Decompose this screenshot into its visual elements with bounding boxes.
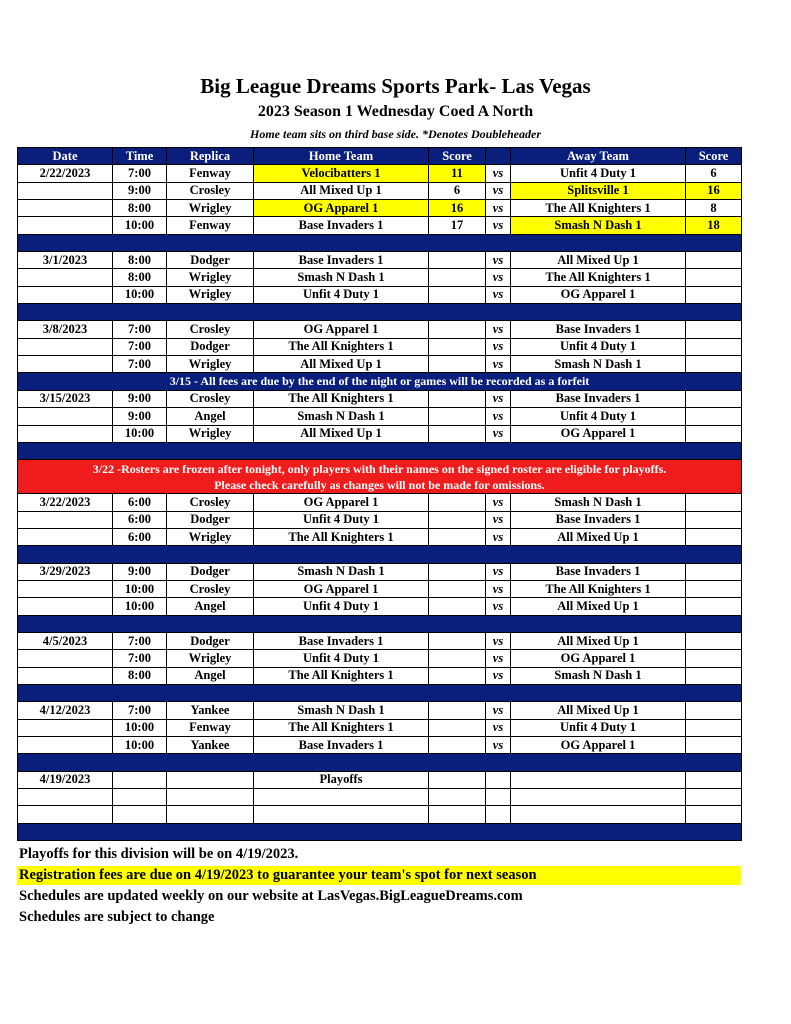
col-header-time: Time: [113, 148, 167, 165]
away-score: [686, 632, 742, 649]
game-row: [18, 494, 742, 511]
separator-bar: [18, 684, 742, 701]
vs-label: vs: [486, 217, 511, 234]
game-time: 7:00: [113, 165, 167, 182]
home-score: 6: [429, 182, 486, 199]
game-field: Crosley: [167, 494, 254, 511]
game-time: 7:00: [113, 321, 167, 338]
away-team: Base Invaders 1: [511, 390, 686, 407]
home-team: OG Apparel 1: [254, 494, 429, 511]
blank-row: [18, 806, 742, 823]
game-date: [18, 356, 113, 373]
roster-notice: [18, 460, 742, 494]
game-row: [18, 702, 742, 719]
game-date: [18, 269, 113, 286]
game-time: 10:00: [113, 580, 167, 597]
game-date: 3/8/2023: [18, 321, 113, 338]
game-date: 4/12/2023: [18, 702, 113, 719]
away-score: [686, 286, 742, 303]
game-time: [113, 771, 167, 788]
game-field: Dodger: [167, 252, 254, 269]
game-date: 4/5/2023: [18, 632, 113, 649]
home-team: All Mixed Up 1: [254, 356, 429, 373]
header-row: [18, 148, 742, 165]
game-date: 4/19/2023: [18, 771, 113, 788]
week-separator: [18, 442, 742, 459]
roster-notice-row: [18, 460, 742, 494]
vs-label: vs: [486, 580, 511, 597]
schedule-table: [17, 147, 742, 841]
game-row: [18, 338, 742, 355]
home-score: [429, 425, 486, 442]
vs-label: vs: [486, 165, 511, 182]
game-time: [113, 789, 167, 806]
vs-label: vs: [486, 200, 511, 217]
home-team: The All Knighters 1: [254, 719, 429, 736]
away-score: [686, 390, 742, 407]
game-time: 8:00: [113, 252, 167, 269]
home-score: [429, 598, 486, 615]
game-field: Wrigley: [167, 356, 254, 373]
week-separator: [18, 754, 742, 771]
game-time: 6:00: [113, 494, 167, 511]
vs-label: vs: [486, 511, 511, 528]
game-row: [18, 632, 742, 649]
game-field: Crosley: [167, 580, 254, 597]
playoff-note: Playoffs for this division will be on 4/19/2023.: [19, 846, 299, 862]
home-team: Base Invaders 1: [254, 632, 429, 649]
home-team: The All Knighters 1: [254, 338, 429, 355]
away-team: The All Knighters 1: [511, 580, 686, 597]
home-team: Smash N Dash 1: [254, 408, 429, 425]
game-field: Yankee: [167, 702, 254, 719]
away-team: OG Apparel 1: [511, 737, 686, 754]
game-time: 10:00: [113, 217, 167, 234]
col-header-home-score: Score: [429, 148, 486, 165]
vs-label: [486, 789, 511, 806]
away-team: Smash N Dash 1: [511, 217, 686, 234]
home-team: The All Knighters 1: [254, 667, 429, 684]
home-score: [429, 580, 486, 597]
game-time: 9:00: [113, 408, 167, 425]
separator-bar: [18, 304, 742, 321]
fee-notice-row: [18, 373, 742, 390]
game-row: [18, 200, 742, 217]
week-separator: [18, 823, 742, 840]
home-score: [429, 702, 486, 719]
home-score: [429, 737, 486, 754]
vs-label: vs: [486, 286, 511, 303]
game-date: [18, 806, 113, 823]
game-date: 3/29/2023: [18, 563, 113, 580]
separator-bar: [18, 442, 742, 459]
game-time: 6:00: [113, 511, 167, 528]
home-team: Smash N Dash 1: [254, 702, 429, 719]
home-score: [429, 789, 486, 806]
game-row: [18, 650, 742, 667]
separator-bar: [18, 234, 742, 251]
game-row: [18, 165, 742, 182]
game-field: Wrigley: [167, 269, 254, 286]
home-score: [429, 719, 486, 736]
away-score: [686, 356, 742, 373]
away-team: All Mixed Up 1: [511, 702, 686, 719]
game-time: 7:00: [113, 356, 167, 373]
away-score: [686, 771, 742, 788]
vs-label: [486, 771, 511, 788]
game-date: [18, 528, 113, 545]
away-score: [686, 598, 742, 615]
game-time: 9:00: [113, 390, 167, 407]
game-row: [18, 182, 742, 199]
game-time: 10:00: [113, 719, 167, 736]
game-field: Dodger: [167, 511, 254, 528]
playoff-row: [18, 771, 742, 788]
vs-label: vs: [486, 252, 511, 269]
away-team: Splitsville 1: [511, 182, 686, 199]
away-score: [686, 252, 742, 269]
game-time: 7:00: [113, 702, 167, 719]
separator-bar: [18, 823, 742, 840]
away-team: Base Invaders 1: [511, 563, 686, 580]
home-score: [429, 563, 486, 580]
vs-label: vs: [486, 390, 511, 407]
game-row: [18, 286, 742, 303]
home-team: Velocibatters 1: [254, 165, 429, 182]
vs-label: vs: [486, 737, 511, 754]
vs-label: vs: [486, 702, 511, 719]
blank-row: [18, 789, 742, 806]
home-score: [429, 269, 486, 286]
game-row: [18, 408, 742, 425]
away-score: [686, 321, 742, 338]
game-date: [18, 408, 113, 425]
game-field: Fenway: [167, 217, 254, 234]
game-field: Angel: [167, 408, 254, 425]
roster-notice-line1: 3/22 -Rosters are frozen after tonight, only players with their names on the signed roster are eligible for playoffs.: [92, 461, 667, 476]
home-team: Base Invaders 1: [254, 737, 429, 754]
game-field: [167, 806, 254, 823]
away-team: OG Apparel 1: [511, 650, 686, 667]
game-field: Wrigley: [167, 528, 254, 545]
game-date: [18, 338, 113, 355]
away-score: 16: [686, 182, 742, 199]
game-field: Wrigley: [167, 650, 254, 667]
page-subtitle: 2023 Season 1 Wednesday Coed A North: [257, 103, 534, 120]
roster-notice-line2: Please check carefully as changes will not be made for omissions.: [214, 477, 545, 492]
game-field: [167, 771, 254, 788]
game-time: 7:00: [113, 338, 167, 355]
game-time: 6:00: [113, 528, 167, 545]
home-team: Smash N Dash 1: [254, 563, 429, 580]
vs-label: vs: [486, 563, 511, 580]
game-row: [18, 269, 742, 286]
change-note: Schedules are subject to change: [19, 909, 215, 925]
vs-label: vs: [486, 719, 511, 736]
home-score: [429, 528, 486, 545]
away-team: All Mixed Up 1: [511, 632, 686, 649]
home-team-note: Home team sits on third base side. *Denotes Doubleheader: [250, 127, 541, 141]
away-team: All Mixed Up 1: [511, 528, 686, 545]
away-team: OG Apparel 1: [511, 286, 686, 303]
home-team: Smash N Dash 1: [254, 269, 429, 286]
game-time: 9:00: [113, 182, 167, 199]
game-row: [18, 252, 742, 269]
game-field: Wrigley: [167, 286, 254, 303]
game-field: Crosley: [167, 182, 254, 199]
home-score: 17: [429, 217, 486, 234]
game-time: [113, 806, 167, 823]
game-field: Crosley: [167, 390, 254, 407]
home-score: [429, 252, 486, 269]
game-time: 8:00: [113, 269, 167, 286]
game-field: Yankee: [167, 737, 254, 754]
away-score: [686, 338, 742, 355]
away-team: All Mixed Up 1: [511, 252, 686, 269]
home-team: Unfit 4 Duty 1: [254, 650, 429, 667]
away-team: OG Apparel 1: [511, 425, 686, 442]
game-date: 3/15/2023: [18, 390, 113, 407]
home-team: [254, 789, 429, 806]
home-team: Base Invaders 1: [254, 252, 429, 269]
game-row: [18, 563, 742, 580]
game-time: 10:00: [113, 737, 167, 754]
vs-label: vs: [486, 650, 511, 667]
home-score: [429, 632, 486, 649]
game-time: 10:00: [113, 286, 167, 303]
away-team: Unfit 4 Duty 1: [511, 719, 686, 736]
away-team: Unfit 4 Duty 1: [511, 338, 686, 355]
game-date: [18, 425, 113, 442]
away-score: [686, 408, 742, 425]
game-field: [167, 789, 254, 806]
vs-label: [486, 806, 511, 823]
vs-label: vs: [486, 598, 511, 615]
away-score: [686, 563, 742, 580]
away-team: Base Invaders 1: [511, 511, 686, 528]
game-time: 7:00: [113, 632, 167, 649]
vs-label: vs: [486, 321, 511, 338]
away-score: [686, 702, 742, 719]
home-team: Unfit 4 Duty 1: [254, 511, 429, 528]
away-team: [511, 771, 686, 788]
game-field: Wrigley: [167, 200, 254, 217]
page-title: Big League Dreams Sports Park- Las Vegas: [200, 74, 591, 98]
away-score: [686, 719, 742, 736]
vs-label: vs: [486, 667, 511, 684]
week-separator: [18, 615, 742, 632]
away-score: [686, 789, 742, 806]
game-row: [18, 528, 742, 545]
away-score: 18: [686, 217, 742, 234]
game-date: [18, 737, 113, 754]
game-field: Angel: [167, 598, 254, 615]
away-score: [686, 806, 742, 823]
game-date: [18, 719, 113, 736]
game-time: 8:00: [113, 200, 167, 217]
registration-note: Registration fees are due on 4/19/2023 to guarantee your team's spot for next season: [17, 866, 741, 885]
home-score: [429, 511, 486, 528]
game-date: [18, 650, 113, 667]
game-field: Dodger: [167, 632, 254, 649]
week-separator: [18, 546, 742, 563]
website-note: Schedules are updated weekly on our website at LasVegas.BigLeagueDreams.com: [19, 888, 523, 904]
home-team: OG Apparel 1: [254, 580, 429, 597]
game-field: Dodger: [167, 563, 254, 580]
game-field: Angel: [167, 667, 254, 684]
week-separator: [18, 304, 742, 321]
game-time: 9:00: [113, 563, 167, 580]
home-score: [429, 494, 486, 511]
home-score: [429, 771, 486, 788]
game-field: Crosley: [167, 321, 254, 338]
home-team: [254, 806, 429, 823]
game-time: 10:00: [113, 425, 167, 442]
vs-label: vs: [486, 632, 511, 649]
away-score: [686, 528, 742, 545]
game-row: [18, 217, 742, 234]
home-score: [429, 338, 486, 355]
home-score: [429, 408, 486, 425]
home-score: 11: [429, 165, 486, 182]
away-team: Unfit 4 Duty 1: [511, 408, 686, 425]
game-time: 8:00: [113, 667, 167, 684]
col-header-home-team: Home Team: [254, 148, 429, 165]
home-team: OG Apparel 1: [254, 321, 429, 338]
home-score: [429, 356, 486, 373]
game-date: [18, 217, 113, 234]
game-field: Wrigley: [167, 425, 254, 442]
home-team: The All Knighters 1: [254, 390, 429, 407]
away-score: [686, 494, 742, 511]
game-row: [18, 356, 742, 373]
vs-label: vs: [486, 269, 511, 286]
away-score: 6: [686, 165, 742, 182]
col-header-away-team: Away Team: [511, 148, 686, 165]
away-score: [686, 511, 742, 528]
away-score: [686, 667, 742, 684]
game-date: [18, 598, 113, 615]
away-team: [511, 806, 686, 823]
game-date: [18, 200, 113, 217]
game-date: 3/22/2023: [18, 494, 113, 511]
away-score: [686, 580, 742, 597]
home-score: [429, 806, 486, 823]
col-header-away-score: Score: [686, 148, 742, 165]
game-row: [18, 598, 742, 615]
vs-label: vs: [486, 494, 511, 511]
away-team: The All Knighters 1: [511, 269, 686, 286]
home-team: All Mixed Up 1: [254, 425, 429, 442]
game-row: [18, 390, 742, 407]
game-time: 7:00: [113, 650, 167, 667]
vs-label: vs: [486, 338, 511, 355]
home-score: [429, 667, 486, 684]
week-separator: [18, 234, 742, 251]
vs-label: vs: [486, 425, 511, 442]
col-header-date: Date: [18, 148, 113, 165]
home-team: Unfit 4 Duty 1: [254, 598, 429, 615]
home-score: [429, 390, 486, 407]
home-team: All Mixed Up 1: [254, 182, 429, 199]
game-date: [18, 580, 113, 597]
away-score: 8: [686, 200, 742, 217]
away-score: [686, 737, 742, 754]
home-team: The All Knighters 1: [254, 528, 429, 545]
away-team: The All Knighters 1: [511, 200, 686, 217]
away-team: All Mixed Up 1: [511, 598, 686, 615]
away-score: [686, 650, 742, 667]
vs-label: vs: [486, 528, 511, 545]
separator-bar: [18, 546, 742, 563]
game-field: Fenway: [167, 719, 254, 736]
away-team: Smash N Dash 1: [511, 494, 686, 511]
game-date: [18, 182, 113, 199]
game-row: [18, 511, 742, 528]
home-score: [429, 286, 486, 303]
home-team: Unfit 4 Duty 1: [254, 286, 429, 303]
game-row: [18, 321, 742, 338]
schedule-body: [18, 165, 742, 841]
game-row: [18, 719, 742, 736]
game-row: [18, 580, 742, 597]
home-team: Playoffs: [254, 771, 429, 788]
home-team: OG Apparel 1: [254, 200, 429, 217]
game-row: [18, 737, 742, 754]
fee-notice: 3/15 - All fees are due by the end of the night or games will be recorded as a forfeit: [18, 373, 742, 390]
game-row: [18, 667, 742, 684]
away-team: Smash N Dash 1: [511, 667, 686, 684]
vs-label: vs: [486, 356, 511, 373]
home-team: Base Invaders 1: [254, 217, 429, 234]
col-header-replica: Replica: [167, 148, 254, 165]
home-score: [429, 321, 486, 338]
home-score: 16: [429, 200, 486, 217]
week-separator: [18, 684, 742, 701]
game-date: 3/1/2023: [18, 252, 113, 269]
separator-bar: [18, 615, 742, 632]
vs-label: vs: [486, 182, 511, 199]
separator-bar: [18, 754, 742, 771]
game-row: [18, 425, 742, 442]
away-team: [511, 789, 686, 806]
away-team: Base Invaders 1: [511, 321, 686, 338]
vs-label: vs: [486, 408, 511, 425]
game-date: [18, 667, 113, 684]
game-time: 10:00: [113, 598, 167, 615]
col-header-vs: [486, 148, 511, 165]
away-team: Smash N Dash 1: [511, 356, 686, 373]
game-date: 2/22/2023: [18, 165, 113, 182]
away-score: [686, 425, 742, 442]
game-date: [18, 511, 113, 528]
game-date: [18, 286, 113, 303]
away-team: Unfit 4 Duty 1: [511, 165, 686, 182]
home-score: [429, 650, 486, 667]
away-score: [686, 269, 742, 286]
game-field: Fenway: [167, 165, 254, 182]
game-field: Dodger: [167, 338, 254, 355]
game-date: [18, 789, 113, 806]
